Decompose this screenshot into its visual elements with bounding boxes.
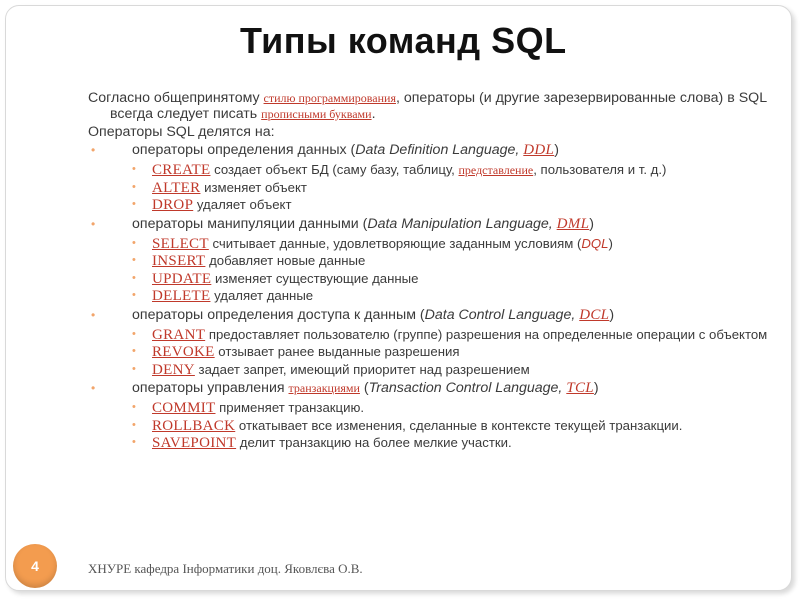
item-text: добавляет новые данные xyxy=(205,253,366,268)
create-link[interactable]: CREATE xyxy=(152,162,211,178)
list-item xyxy=(88,362,778,379)
view-link[interactable]: представление xyxy=(458,163,534,177)
update-link[interactable]: UPDATE xyxy=(152,270,212,287)
bullet-icon: • xyxy=(91,216,96,231)
group-text: операторы определения доступа к данным ( xyxy=(132,306,425,323)
transactions-link[interactable]: транзакциями xyxy=(288,381,360,395)
ddl-link[interactable]: DDL xyxy=(523,142,555,158)
bullet-icon: • xyxy=(132,163,136,175)
list-item xyxy=(88,197,778,214)
bullet-icon: • xyxy=(132,327,136,340)
dcl-link[interactable]: DCL xyxy=(579,306,610,323)
item-text: удаляет данные xyxy=(210,288,314,303)
group-lang: Transaction Control Language, xyxy=(368,380,567,396)
uppercase-letters-link[interactable]: прописными буквами xyxy=(261,107,372,121)
list-item xyxy=(88,344,778,361)
group-ddl xyxy=(88,142,778,158)
commit-link[interactable]: COMMIT xyxy=(152,400,216,416)
item-text: делит транзакцию на более мелкие участки. xyxy=(236,435,512,450)
revoke-link[interactable]: REVOKE xyxy=(152,344,215,360)
list-item xyxy=(88,327,778,344)
group-text-end: ) xyxy=(589,215,594,232)
deny-link[interactable]: DENY xyxy=(152,361,195,378)
group-text-end: ) xyxy=(609,306,615,323)
footer-text: ХНУРЕ кафедра Інформатики доц. Яковлєва О.В. xyxy=(88,561,363,576)
slide-title: Типы команд SQL xyxy=(240,20,567,61)
group-dml xyxy=(88,216,778,232)
bullet-icon: • xyxy=(132,254,136,266)
programming-style-link[interactable]: стилю программирования xyxy=(263,91,396,105)
page-number-badge: 4 xyxy=(13,544,57,588)
bullet-icon: • xyxy=(91,143,96,157)
item-text: отзывает ранее выданные разрешения xyxy=(214,344,460,359)
bullet-icon: • xyxy=(132,362,136,375)
group-tcl xyxy=(88,380,778,396)
dml-link[interactable]: DML xyxy=(556,215,590,232)
list-item xyxy=(88,236,778,253)
bullet-icon: • xyxy=(132,289,136,301)
savepoint-link[interactable]: SAVEPOINT xyxy=(152,435,237,451)
bullet-icon: • xyxy=(132,180,136,193)
item-text: создает объект БД (саму базу, таблицу, xyxy=(210,162,459,177)
grant-link[interactable]: GRANT xyxy=(152,326,206,343)
item-text: откатывает все изменения, сделанные в контексте текущей транзакции. xyxy=(235,417,683,433)
intro-text-3: . xyxy=(371,106,376,122)
group-dcl xyxy=(88,307,778,323)
list-item xyxy=(88,162,778,179)
group-lang: Data Definition Language, xyxy=(355,142,524,158)
intro-text: Согласно общепринятому xyxy=(88,90,264,106)
bullet-icon: • xyxy=(132,198,136,210)
item-text: считывает данные, удовлетворяющие заданным условиям ( xyxy=(208,235,582,251)
item-text: удаляет объект xyxy=(193,197,292,212)
list-item xyxy=(88,253,778,270)
bullet-icon: • xyxy=(132,418,136,431)
intro-paragraph-2: Операторы SQL делятся на: xyxy=(88,124,275,140)
alter-link[interactable]: ALTER xyxy=(152,179,201,196)
group-text: операторы управления xyxy=(132,380,289,396)
group-text-end: ) xyxy=(554,142,559,158)
bullet-icon: • xyxy=(132,236,136,249)
bullet-icon: • xyxy=(132,345,136,357)
group-lang: Data Manipulation Language, xyxy=(367,215,557,232)
list-item xyxy=(88,288,778,305)
select-link[interactable]: SELECT xyxy=(152,235,209,252)
item-text-2: , пользователя и т. д.) xyxy=(533,162,667,177)
slide-content xyxy=(88,90,778,453)
group-text: операторы манипуляции данными ( xyxy=(132,215,368,232)
item-text: применяет транзакцию. xyxy=(215,400,365,415)
bullet-icon: • xyxy=(132,401,136,413)
list-item xyxy=(88,435,778,452)
tcl-link[interactable]: TCL xyxy=(566,380,594,396)
bullet-icon: • xyxy=(132,271,136,284)
intro-paragraph xyxy=(88,90,778,122)
group-text-end: ) xyxy=(593,380,599,396)
drop-link[interactable]: DROP xyxy=(152,197,194,213)
insert-link[interactable]: INSERT xyxy=(152,253,206,269)
rollback-link[interactable]: ROLLBACK xyxy=(152,417,236,434)
list-item xyxy=(88,400,778,417)
group-text-2: ( xyxy=(359,380,369,396)
list-item xyxy=(88,418,778,435)
intro-text-2: , операторы (и другие зарезервированные слова) в SQL всегда следует писать xyxy=(110,90,767,122)
bullet-icon: • xyxy=(91,307,96,322)
item-text: предоставляет пользователю (группе) разрешения на определенные операции с объектом xyxy=(205,326,768,342)
item-text: изменяет объект xyxy=(200,179,307,195)
group-lang: Data Control Language, xyxy=(424,306,580,323)
group-text: операторы определения данных ( xyxy=(132,142,356,158)
item-text-2: ) xyxy=(608,235,613,251)
item-text: задает запрет, имеющий приоритет над разрешением xyxy=(194,361,530,377)
dql-label: DQL xyxy=(581,235,609,251)
bullet-icon: • xyxy=(91,381,96,395)
delete-link[interactable]: DELETE xyxy=(152,288,211,304)
item-text: изменяет существующие данные xyxy=(211,270,419,286)
list-item xyxy=(88,271,778,288)
list-item xyxy=(88,180,778,197)
bullet-icon: • xyxy=(132,436,136,448)
